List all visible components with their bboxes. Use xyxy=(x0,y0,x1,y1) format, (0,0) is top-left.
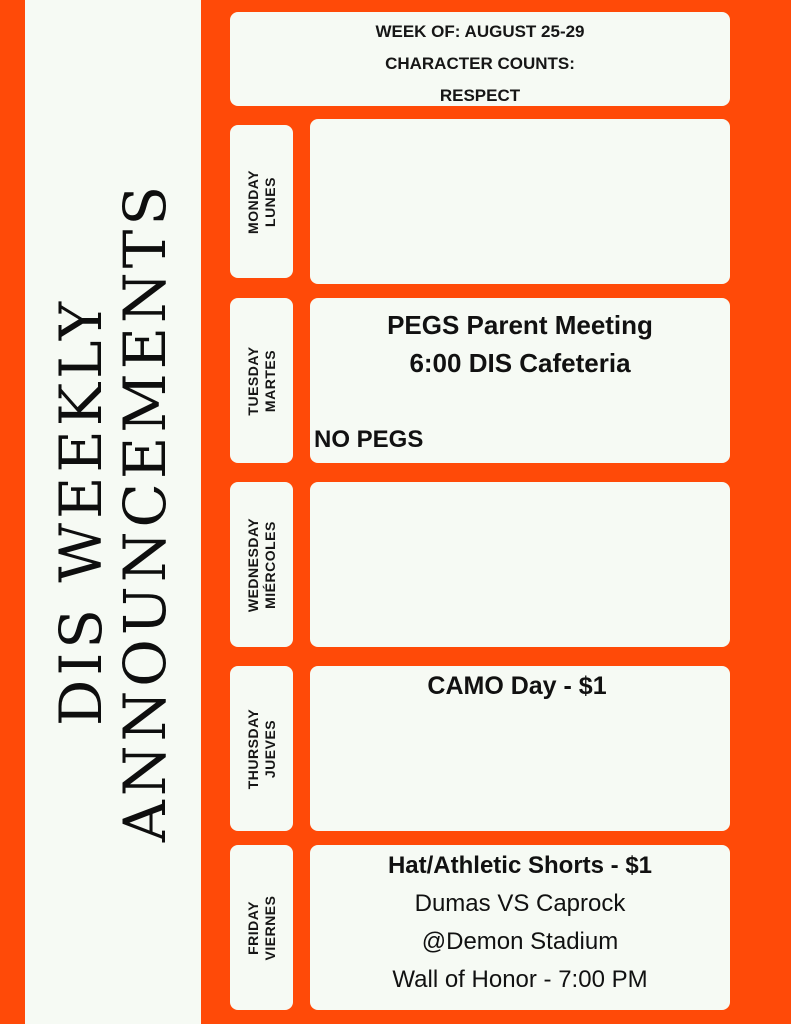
day-content-wednesday xyxy=(310,482,730,647)
week-header xyxy=(230,12,730,106)
day-name-en: THURSDAY xyxy=(244,708,261,789)
day-name-es: MIÉRCOLES xyxy=(261,520,278,609)
friday-event-line-4: Wall of Honor - 7:00 PM xyxy=(392,966,648,993)
character-counts-text: CHARACTER COUNTS: xyxy=(385,54,575,73)
tuesday-event-line-1: PEGS Parent Meeting xyxy=(387,310,653,340)
day-tab-tuesday xyxy=(230,298,293,463)
day-name-es: JUEVES xyxy=(261,719,278,778)
character-trait-text: RESPECT xyxy=(439,86,521,105)
day-name-es: VIERNES xyxy=(261,895,278,960)
day-name-es: LUNES xyxy=(261,176,278,227)
day-label-tuesday xyxy=(245,346,279,415)
title-panel xyxy=(25,0,201,1024)
day-name-es: MARTES xyxy=(261,349,278,412)
day-label-friday xyxy=(245,895,279,960)
day-name-en: TUESDAY xyxy=(244,345,261,416)
week-of-text: WEEK OF: AUGUST 25-29 xyxy=(375,22,585,41)
friday-event-line-2: Dumas VS Caprock xyxy=(414,890,626,917)
page-title xyxy=(49,182,177,842)
day-label-thursday xyxy=(245,708,279,789)
thursday-event: CAMO Day - $1 xyxy=(427,672,607,700)
day-label-wednesday xyxy=(245,517,279,611)
title-line-1: DIS WEEKLY xyxy=(47,297,115,727)
day-content-tuesday xyxy=(310,298,730,463)
tuesday-note: NO PEGS xyxy=(314,426,424,453)
day-name-en: MONDAY xyxy=(244,169,261,234)
tuesday-event-line-2: 6:00 DIS Cafeteria xyxy=(409,348,631,378)
day-tab-monday xyxy=(230,125,293,278)
day-label-monday xyxy=(245,170,279,234)
friday-event-line-3: @Demon Stadium xyxy=(421,928,619,955)
day-tab-wednesday xyxy=(230,482,293,647)
day-name-en: WEDNESDAY xyxy=(244,517,261,612)
day-content-friday xyxy=(310,845,730,1010)
day-tab-thursday xyxy=(230,666,293,831)
day-content-thursday xyxy=(310,666,730,831)
day-name-en: FRIDAY xyxy=(244,900,261,955)
day-tab-friday xyxy=(230,845,293,1010)
day-content-monday xyxy=(310,119,730,284)
title-line-2: ANNOUNCEMENTS xyxy=(111,181,179,843)
friday-event-line-1: Hat/Athletic Shorts - $1 xyxy=(387,852,653,879)
